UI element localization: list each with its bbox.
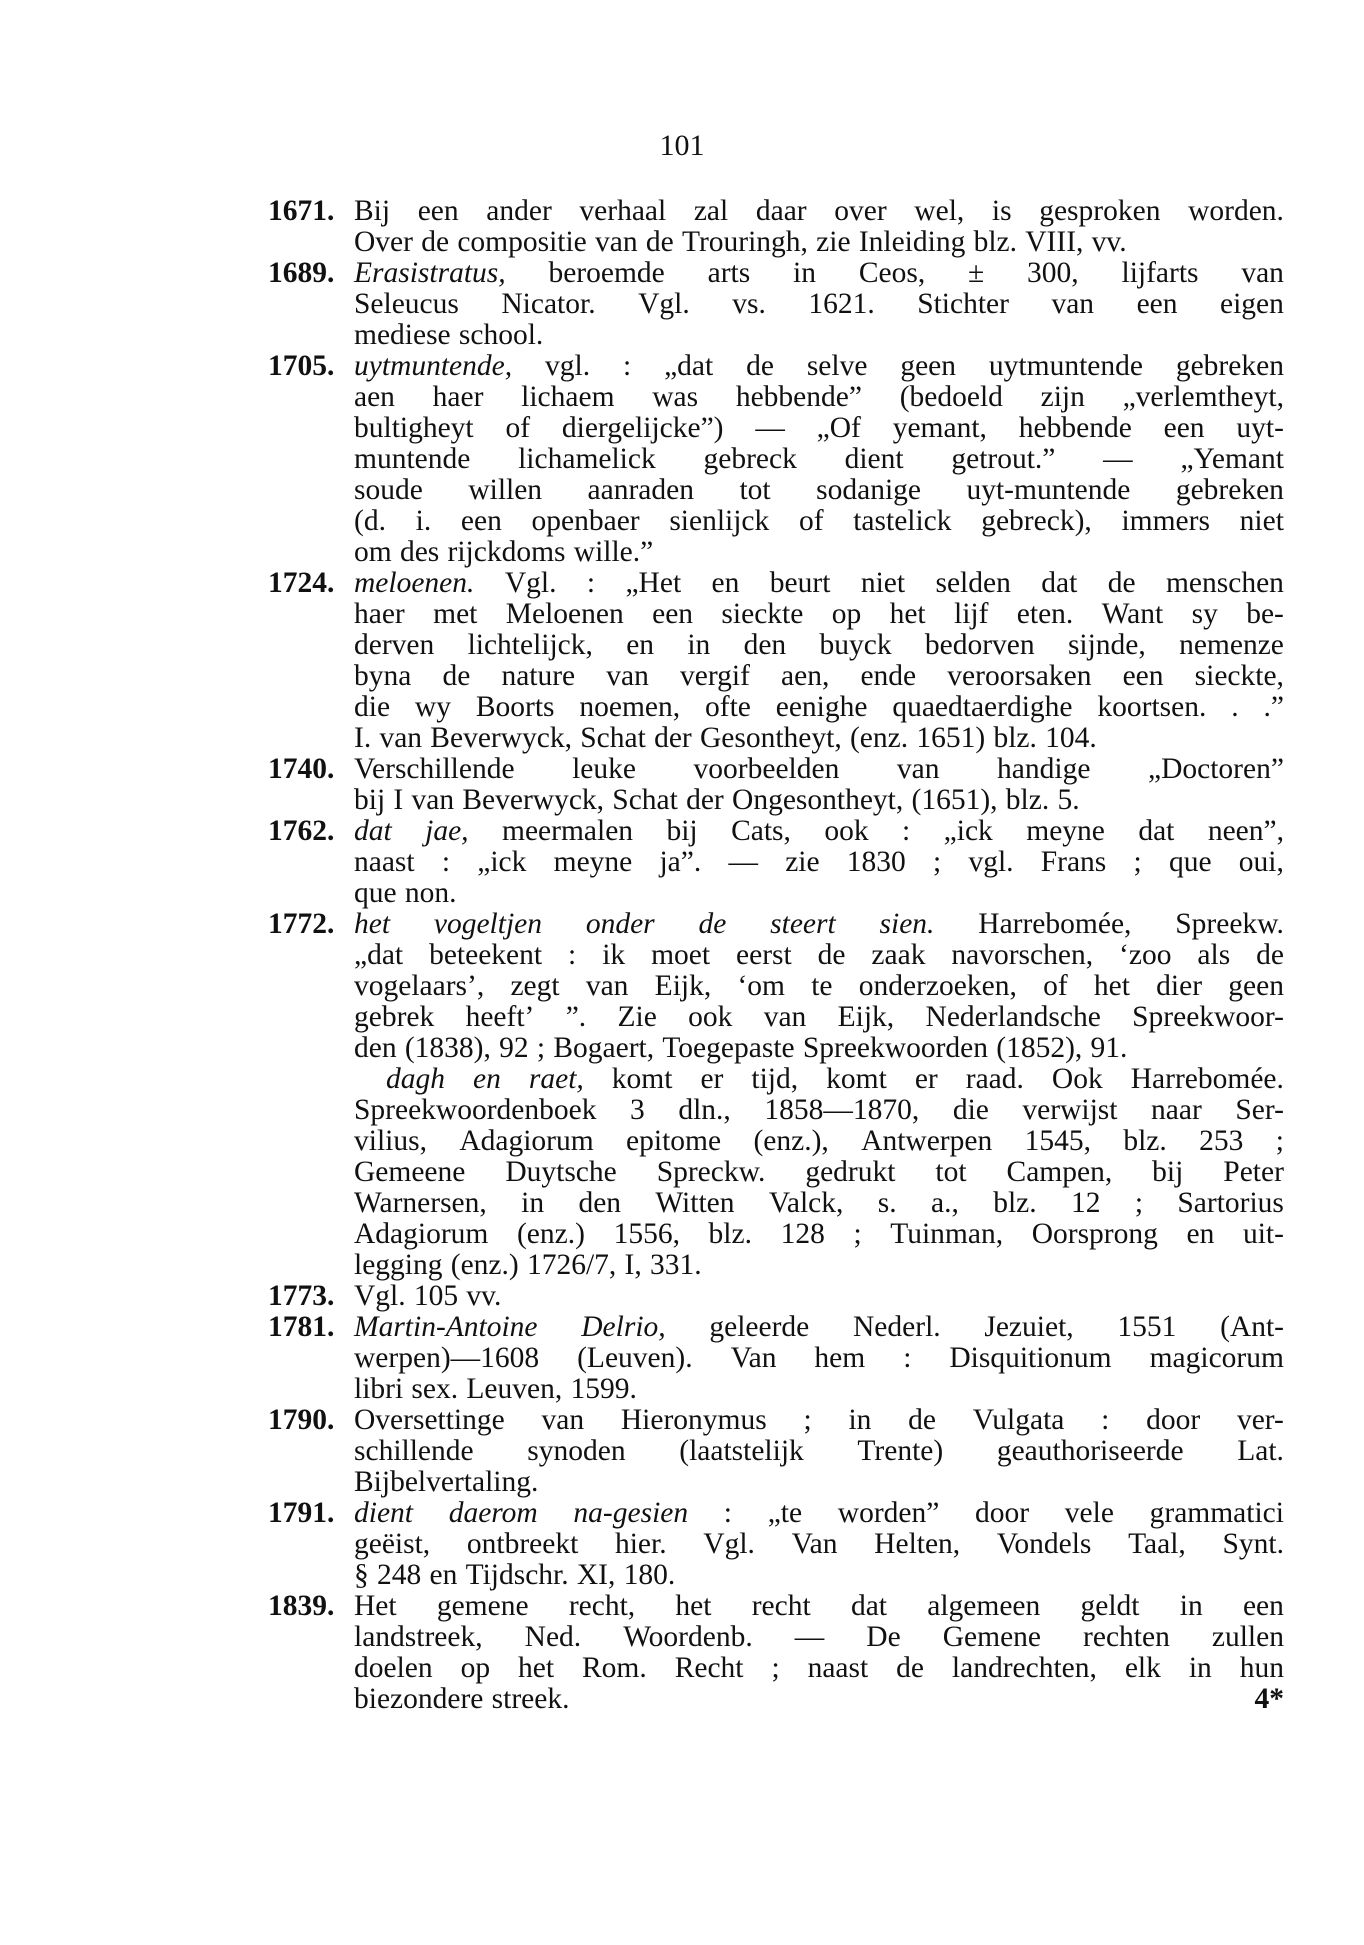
text-line: om des rijckdoms wille.” <box>354 536 654 568</box>
text-line: soude willen aanraden tot sodanige uyt-muntende gebreken <box>354 474 1284 506</box>
text-line: landstreek, Ned. Woordenb. — De Gemene rechten zullen <box>354 1621 1284 1653</box>
text-line: vilius, Adagiorum epitome (enz.), Antwerpen 1545, blz. 253 ; <box>354 1125 1284 1157</box>
text-line: uytmuntende, vgl. : „dat de selve geen uytmuntende gebreken <box>354 350 1284 382</box>
verse-number: 1781. <box>268 1311 335 1343</box>
verse-number: 1762. <box>268 815 335 847</box>
note-entry <box>268 258 1284 351</box>
note-entry <box>268 909 1284 1281</box>
note-entry <box>268 1498 1284 1591</box>
text-line: naast : „ick meyne ja”. — zie 1830 ; vgl. Frans ; que oui, <box>354 846 1284 878</box>
text-line: bultigheyt of diergelijcke”) — „Of yemant, hebbende een uyt- <box>354 412 1284 444</box>
verse-number: 1689. <box>268 257 335 289</box>
text-line: den (1838), 92 ; Bogaert, Toegepaste Spreekwoorden (1852), 91. <box>354 1032 1128 1064</box>
text-line: haer met Meloenen een sieckte op het lijf eten. Want sy be- <box>354 598 1284 630</box>
verse-number: 1740. <box>268 753 335 785</box>
text-line: Martin-Antoine Delrio, geleerde Nederl. Jezuiet, 1551 (Ant- <box>354 1311 1284 1343</box>
text-line: § 248 en Tijdschr. XI, 180. <box>354 1559 676 1591</box>
text-line: het vogeltjen onder de steert sien. Harrebomée, Spreekw. <box>354 908 1284 940</box>
text-line: Erasistratus, beroemde arts in Ceos, ± 300, lijfarts van <box>354 257 1284 289</box>
text-line: Bij een ander verhaal zal daar over wel, is gesproken worden. <box>354 195 1284 227</box>
text-line: byna de nature van vergif aen, ende veroorsaken een sieckte, <box>354 660 1284 692</box>
text-line: dat jae, meermalen bij Cats, ook : „ick meyne dat neen”, <box>354 815 1284 847</box>
text-line: Spreekwoordenboek 3 dln., 1858—1870, die verwijst naar Ser- <box>354 1094 1284 1126</box>
page-number: 101 <box>659 129 705 162</box>
text-line: Gemeene Duytsche Spreckw. gedrukt tot Campen, bij Peter <box>354 1156 1284 1188</box>
text-line: Vgl. 105 vv. <box>354 1280 502 1312</box>
verse-number: 1671. <box>268 195 335 227</box>
note-entry <box>268 1591 1284 1715</box>
note-entry <box>268 196 1284 258</box>
text-line: Warnersen, in den Witten Valck, s. a., blz. 12 ; Sartorius <box>354 1187 1284 1219</box>
notes-column <box>268 196 1284 1715</box>
text-line: doelen op het Rom. Recht ; naast de landrechten, elk in hun <box>354 1652 1284 1684</box>
text-line: vogelaars’, zegt van Eijk, ‘om te onderzoeken, of het dier geen <box>354 970 1284 1002</box>
text-line: muntende lichamelick gebreck dient getrout.” — „Yemant <box>354 443 1284 475</box>
note-entry <box>268 1405 1284 1498</box>
note-entry <box>268 568 1284 754</box>
text-line: bij I van Beverwyck, Schat der Ongesontheyt, (1651), blz. 5. <box>354 784 1080 816</box>
note-entry <box>268 816 1284 909</box>
verse-number: 1773. <box>268 1280 335 1312</box>
text-line: libri sex. Leuven, 1599. <box>354 1373 637 1405</box>
text-line: gebrek heeft’ ”. Zie ook van Eijk, Nederlandsche Spreekwoor- <box>354 1001 1284 1033</box>
verse-number: 1772. <box>268 908 335 940</box>
text-line: „dat beteekent : ik moet eerst de zaak navorschen, ‘zoo als de <box>354 939 1284 971</box>
text-line: biezondere streek. <box>354 1683 570 1715</box>
text-line: Oversettinge van Hieronymus ; in de Vulgata : door ver- <box>354 1404 1284 1436</box>
text-line: die wy Boorts noemen, ofte eenighe quaedtaerdighe koortsen. . .” <box>354 691 1284 723</box>
text-line: geëist, ontbreekt hier. Vgl. Van Helten, Vondels Taal, Synt. <box>354 1528 1284 1560</box>
text-line: derven lichtelijck, en in den buyck bedorven sijnde, nemenze <box>354 629 1284 661</box>
text-line: (d. i. een openbaer sienlijck of tastelick gebreck), immers niet <box>354 505 1284 537</box>
text-line: Over de compositie van de Trouringh, zie Inleiding blz. VIII, vv. <box>354 226 1127 258</box>
text-line: legging (enz.) 1726/7, I, 331. <box>354 1249 702 1281</box>
verse-number: 1724. <box>268 567 335 599</box>
note-entry <box>268 1312 1284 1405</box>
signature-mark: 4* <box>1254 1683 1284 1715</box>
text-line: Seleucus Nicator. Vgl. vs. 1621. Stichter van een eigen <box>354 288 1284 320</box>
text-line: aen haer lichaem was hebbende” (bedoeld zijn „verlemtheyt, <box>354 381 1284 413</box>
note-entry <box>268 351 1284 568</box>
note-entry <box>268 754 1284 816</box>
verse-number: 1839. <box>268 1590 335 1622</box>
verse-number: 1705. <box>268 350 335 382</box>
note-entry <box>268 1281 1284 1312</box>
verse-number: 1791. <box>268 1497 335 1529</box>
verse-number: 1790. <box>268 1404 335 1436</box>
text-line: meloenen. Vgl. : „Het en beurt niet selden dat de menschen <box>354 567 1284 599</box>
text-line: Adagiorum (enz.) 1556, blz. 128 ; Tuinman, Oorsprong en uit- <box>354 1218 1284 1250</box>
text-line: Het gemene recht, het recht dat algemeen geldt in een <box>354 1590 1284 1622</box>
text-line: dient daerom na-gesien : „te worden” door vele grammatici <box>354 1497 1284 1529</box>
text-line: Verschillende leuke voorbeelden van handige „Doctoren” <box>354 753 1284 785</box>
text-line: werpen)—1608 (Leuven). Van hem : Disquitionum magicorum <box>354 1342 1284 1374</box>
text-line: dagh en raet, komt er tijd, komt er raad. Ook Harrebomée. <box>386 1063 1284 1095</box>
text-line: schillende synoden (laatstelijk Trente) geauthoriseerde Lat. <box>354 1435 1284 1467</box>
text-line: Bijbelvertaling. <box>354 1466 539 1498</box>
text-line: que non. <box>354 877 457 909</box>
text-line: I. van Beverwyck, Schat der Gesontheyt, (enz. 1651) blz. 104. <box>354 722 1097 754</box>
text-line: mediese school. <box>354 319 544 351</box>
